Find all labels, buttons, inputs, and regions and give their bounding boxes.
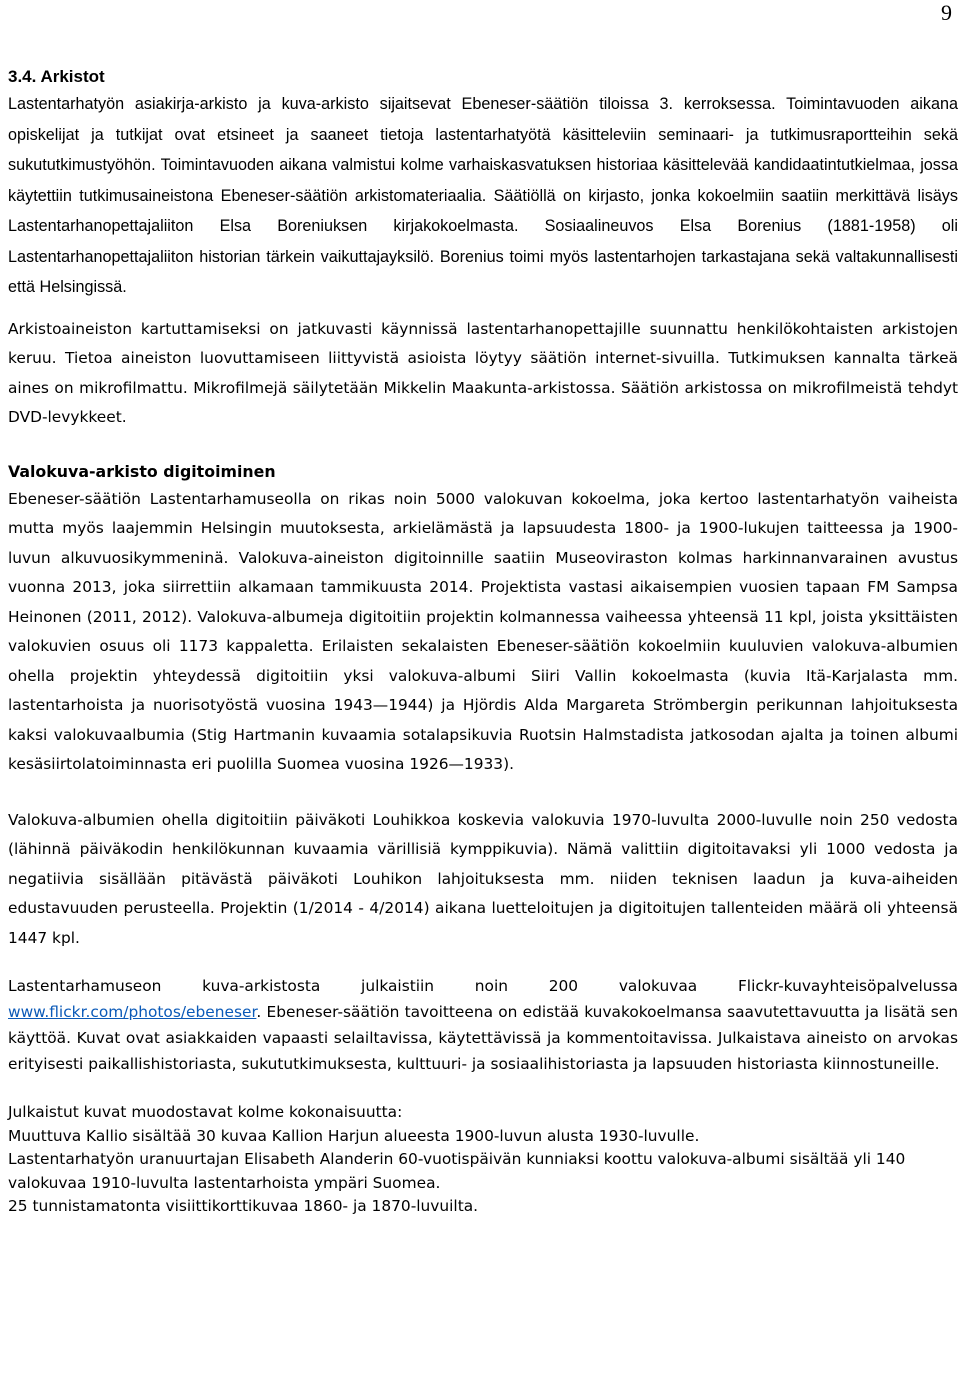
archive-collection-paragraph: Arkistoaineiston kartuttamiseksi on jatkuvasti käynnissä lastentarhanopettajille suunnattu henkilökohtaisten arkistojen keruu. Tietoa aineiston luovuttamiseen liittyvistä asioista löytyy säätiön internet-sivuilla. Tutkimuksen kannalta tärkeä aines on mikrofilmattu. Mikrofilmejä säilytetään Mikkelin Maakunta-arkistossa. Säätiön arkistossa on mikrofilmeistä tehdyt DVD-levykkeet. (8, 319, 958, 426)
digitization-paragraph-1: Ebeneser-säätiön Lastentarhamuseolla on rikas noin 5000 valokuvan kokoelma, joka kertoo lastentarhatyön vaiheista mutta myös laajemmin Helsingin muutoksesta, arkielämästä ja lapsuudesta 1800- ja 1900-lukujen taitteessa ja 1900-luvun alkuvuosikymmeninä. Valokuva-aineiston digitoinnille saatiin Museoviraston kolmas harkinnanvarainen avustus vuonna 2013, joka siirrettiin alkamaan tammikuusta 2014. Projektista vastasi aikaisempien vuosien tapaan FM Sampsa Heinonen (2011, 2012). Valokuva-albumeja digitoitiin projektin kolmannessa vaiheessa yhteensä 11 kpl, joista yksittäisten valokuvien osuus oli 1173 kappaletta. Erilaisten sekalaisten Ebeneser-säätiön kokoelmiin kuuluvien valokuva-albumien ohella projektin yhteydessä digitoitiin yksi valokuva-albumi Siiri Vallin kokoelmasta (kuvia Itä-Karjalasta mm. lastentarhoista ja nuorisotyöstä vuosina 1943—1944) ja Hjördis Alda Margareta Strömbergin perikunnan lahjoituksesta kaksi valokuvaalbumia (Stig Hartmanin kuvaamia sotalapsikuvia Ruotsin Halmstadista jatkosodan ajalta ja toinen albumi kesäsiirtolatoiminnasta eri puolilla Suomea vuosina 1926—1933). (8, 489, 958, 773)
published-intro: Julkaistut kuvat muodostavat kolme kokonaisuutta: (8, 1103, 403, 1121)
flickr-text-after: . Ebeneser-säätiön tavoitteena on edistää kuvakokoelmansa saavutettavuutta ja lisätä sen käyttöä. Kuvat ovat asiakkaiden vapaasti selailtavissa, käytettävissä ja kommentoitavissa. Julkaistava aineisto on arvokas erityisesti paikallishistoriasta, sukututkimuksesta, kulttuuri- ja sosiaalihistoriasta ja lapsuuden historiasta kiinnostuneille. (8, 1003, 958, 1073)
digitization-paragraph-2: Valokuva-albumien ohella digitoitiin päiväkoti Louhikkoa koskevia valokuvia 1970-luvulta 2000-luvulle noin 250 vedosta (lähinnä päiväkodin henkilökunnan kuvaamia värillisiä kymppikuvia). Nämä valittiin digitoitavaksi yli 1000 vedosta ja negatiivia sisällään pitävästä päiväkoti Louhikon lahjoituksesta mm. niiden teknisen laadun ja kuva-aiheiden edustavuuden perusteella. Projektin (1/2014 - 4/2014) aikana luetteloitujen ja digitoitujen tallenteiden määrä oli yhteensä 1447 kpl. (8, 810, 958, 947)
flickr-text-before: Lastentarhamuseon kuva-arkistosta julkaistiin noin 200 valokuvaa Flickr-kuvayhteisöpalvelussa (8, 977, 958, 995)
intro-paragraph: Lastentarhatyön asiakirja-arkisto ja kuva-arkisto sijaitsevat Ebeneser-säätiön tiloissa 3. kerroksessa. Toimintavuoden aikana opiskelijat ja tutkijat ovat etsineet ja saaneet tietoja lastentarhatyötä käsitteleviin seminaari- ja tutkimusraportteihin sekä sukututkimustyöhön. Toimintavuoden aikana valmistui kolme varhaiskasvatuksen historiaa käsittelevää kandidaatintutkielmaa, jossa käytettiin tutkimusaineistona Ebeneser-säätiön arkistomateriaalia. Säätiöllä on kirjasto, jonka kokoelmiin saatiin merkittävä lisäys Lastentarhanopettajaliiton Elsa Boreniuksen kirjakokoelmasta. Sosiaalineuvos Elsa Borenius (1881-1958) oli Lastentarhanopettajaliiton historian tärkein vaikuttajayksilö. Borenius toimi myös lastentarhojen tarkastajana sekä valtakunnallisesti että Helsingissä. (8, 95, 958, 296)
published-item: Lastentarhatyön uranuurtajan Elisabeth Alanderin 60-vuotispäivän kunniaksi koottu valokuva-albumi sisältää yli 140 valokuvaa 1910-luvulta lastentarhoista ympäri Suomea. (8, 1150, 906, 1192)
section-heading: 3.4. Arkistot (8, 67, 105, 86)
digitization-subheading: Valokuva-arkisto digitoiminen (8, 461, 276, 481)
published-item: Muuttuva Kallio sisältää 30 kuvaa Kallion Harjun alueesta 1900-luvun alusta 1930-luvulle. (8, 1126, 700, 1145)
published-item: 25 tunnistamatonta visiittikorttikuvaa 1860- ja 1870-luvuilta. (8, 1197, 479, 1215)
flickr-link[interactable]: www.flickr.com/photos/ebeneser (8, 1003, 257, 1021)
page-number: 9 (941, 0, 952, 25)
flickr-paragraph (8, 973, 958, 1077)
page-content (8, 64, 958, 1219)
